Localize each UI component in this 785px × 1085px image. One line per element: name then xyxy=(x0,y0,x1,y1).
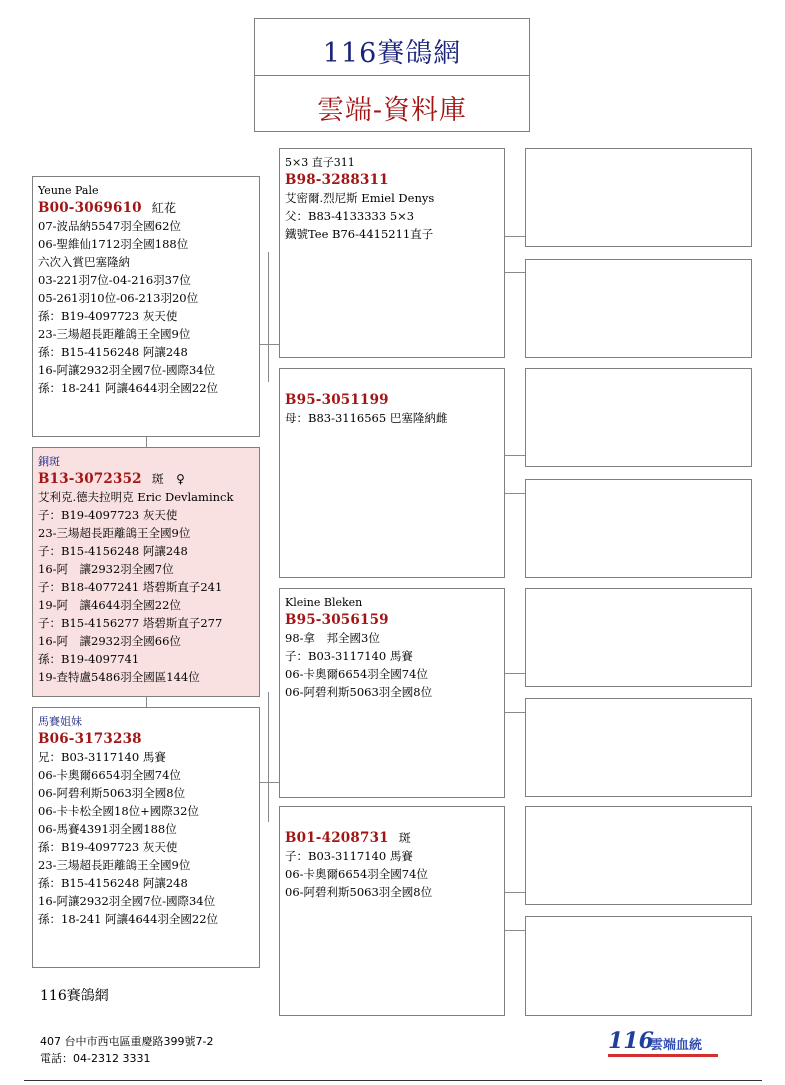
dam-ring xyxy=(38,730,255,748)
sire-line: 孫：18-241 阿讓4644羽全國22位 xyxy=(38,381,219,395)
connector-ds-a xyxy=(504,673,525,674)
header-title-box xyxy=(254,18,530,75)
maternal-granddam-ring-number: B01-4208731 xyxy=(285,830,389,846)
sire-line: 03-221羽7位-04-216羽37位 xyxy=(38,273,191,287)
paternal-granddam-ring-number: B95-3051199 xyxy=(285,392,389,408)
paternal-granddam-ring xyxy=(285,391,500,409)
subject-line: 孫：B19-4097741 xyxy=(38,652,140,666)
great-grandparent-card xyxy=(525,479,752,578)
dam-line: 兄：B03-3117140 馬賽 xyxy=(38,750,166,764)
brand-logo xyxy=(608,1028,723,1058)
maternal-granddam-tag: 斑 xyxy=(398,831,411,845)
sire-line: 05-261羽10位-06-213羽20位 xyxy=(38,291,199,305)
connector-dd-b xyxy=(504,930,525,931)
sire-line: 孫：B15-4156248 阿讓248 xyxy=(38,345,188,359)
connector-dd-a xyxy=(504,892,525,893)
paternal-grandsire-line: 父：B83-4133333 5×3 xyxy=(285,209,415,223)
connector-ds-b xyxy=(504,712,525,713)
maternal-granddam-ring xyxy=(285,829,500,847)
subject-ring xyxy=(38,470,255,488)
paternal-grandsire-ring-number: B98-3288311 xyxy=(285,172,389,188)
connector-ss-a xyxy=(504,236,525,237)
header-subtitle-box xyxy=(254,75,530,132)
logo-underline xyxy=(608,1054,718,1057)
dam-line: 孫：B19-4097723 灰天使 xyxy=(38,840,178,854)
footer-site-name: 116賽鴿網 xyxy=(40,988,109,1004)
dam-line: 06-卡卡松全國18位+國際32位 xyxy=(38,804,199,818)
subject-line: 子：B15-4156248 阿讓248 xyxy=(38,544,188,558)
paternal-granddam-card xyxy=(279,368,505,578)
paternal-grandsire-ring xyxy=(285,171,500,189)
sire-tag: 紅花 xyxy=(151,201,177,215)
sire-line: 六次入賞巴塞隆納 xyxy=(38,255,130,269)
subject-line: 23-三場超長距離鴿王全國9位 xyxy=(38,526,191,540)
paternal-grandsire-line: 艾密爾.烈尼斯 Emiel Denys xyxy=(285,191,435,205)
subject-tag: 斑 ♀ xyxy=(151,472,186,486)
connector-self-dam xyxy=(146,697,147,707)
maternal-granddam-line: 06-卡奧爾6654羽全國74位 xyxy=(285,867,428,881)
connector-sd-b xyxy=(504,493,525,494)
great-grandparent-card xyxy=(525,588,752,687)
dam-line: 06-馬賽4391羽全國188位 xyxy=(38,822,177,836)
maternal-grandsire-name: Kleine Bleken xyxy=(285,596,363,609)
sire-ring xyxy=(38,199,255,217)
great-grandparent-card xyxy=(525,259,752,358)
footer-phone: 電話：04-2312 3331 xyxy=(40,1052,151,1065)
connector-sire-self xyxy=(146,437,147,447)
maternal-granddam-line: 子：B03-3117140 馬賽 xyxy=(285,849,413,863)
subject-card xyxy=(32,447,260,697)
dam-line: 16-阿讓2932羽全國7位-國際34位 xyxy=(38,894,216,908)
maternal-grandsire-card xyxy=(279,588,505,798)
paternal-granddam-line: 母：B83-3116565 巴塞隆納雌 xyxy=(285,411,448,425)
maternal-grandsire-line: 98-拿 邦全國3位 xyxy=(285,631,380,645)
great-grandparent-card xyxy=(525,368,752,467)
sire-line: 07-波品納5547羽全國62位 xyxy=(38,219,181,233)
maternal-grandsire-line: 子：B03-3117140 馬賽 xyxy=(285,649,413,663)
sire-line: 16-阿讓2932羽全國7位-國際34位 xyxy=(38,363,216,377)
great-grandparent-card xyxy=(525,916,752,1016)
paternal-grandsire-name: 5×3 直子311 xyxy=(285,156,355,169)
footer-address: 407 台中市西屯區重慶路399號7-2 xyxy=(40,1035,214,1048)
bottom-divider xyxy=(24,1080,762,1081)
subject-line: 子：B18-4077241 塔碧斯直子241 xyxy=(38,580,223,594)
maternal-grandsire-ring xyxy=(285,611,500,629)
subject-line: 艾利克.德夫拉明克 Eric Devlaminck xyxy=(38,490,234,504)
sire-line: 23-三場超長距離鴿王全國9位 xyxy=(38,327,191,341)
dam-line: 23-三場超長距離鴿王全國9位 xyxy=(38,858,191,872)
subject-line: 16-阿 讓2932羽全國7位 xyxy=(38,562,174,576)
subject-line: 子：B15-4156277 塔碧斯直子277 xyxy=(38,616,223,630)
paternal-grandsire-card xyxy=(279,148,505,358)
great-grandparent-card xyxy=(525,698,752,797)
maternal-grandsire-line: 06-阿碧利斯5063羽全國8位 xyxy=(285,685,433,699)
maternal-granddam-card xyxy=(279,806,505,1016)
great-grandparent-card xyxy=(525,148,752,247)
logo-number: 116 xyxy=(608,1028,654,1054)
sire-card xyxy=(32,176,260,437)
subject-line: 16-阿 讓2932羽全國66位 xyxy=(38,634,181,648)
connector-dam-right xyxy=(259,782,279,783)
subject-ring-number: B13-3072352 xyxy=(38,471,142,487)
dam-line: 孫：B15-4156248 阿讓248 xyxy=(38,876,188,890)
connector-dam-vertical xyxy=(268,692,269,822)
connector-sd-a xyxy=(504,455,525,456)
maternal-grandsire-ring-number: B95-3056159 xyxy=(285,612,389,628)
dam-name: 馬賽姐妹 xyxy=(38,715,82,728)
logo-text: 雲端血統 xyxy=(650,1038,703,1053)
subject-line: 子：B19-4097723 灰天使 xyxy=(38,508,178,522)
connector-sire-vertical xyxy=(268,252,269,382)
header-subtitle: 雲端-資料庫 xyxy=(316,95,468,126)
dam-line: 06-卡奧爾6654羽全國74位 xyxy=(38,768,181,782)
connector-ss-b xyxy=(504,272,525,273)
sire-name: Yeune Pale xyxy=(38,184,99,197)
subject-line: 19-阿 讓4644羽全國22位 xyxy=(38,598,181,612)
paternal-grandsire-line: 鐵號Tee B76-4415211直子 xyxy=(285,227,434,241)
connector-sire-right xyxy=(259,344,279,345)
dam-ring-number: B06-3173238 xyxy=(38,731,142,747)
subject-line: 19-查特盧5486羽全國區144位 xyxy=(38,670,200,684)
sire-line: 06-聖維仙1712羽全國188位 xyxy=(38,237,189,251)
great-grandparent-card xyxy=(525,806,752,905)
maternal-granddam-line: 06-阿碧利斯5063羽全國8位 xyxy=(285,885,433,899)
dam-line: 孫：18-241 阿讓4644羽全國22位 xyxy=(38,912,219,926)
sire-ring-number: B00-3069610 xyxy=(38,200,142,216)
header-title: 116賽鴿網 xyxy=(322,38,462,69)
maternal-grandsire-line: 06-卡奧爾6654羽全國74位 xyxy=(285,667,428,681)
sire-line: 孫：B19-4097723 灰天使 xyxy=(38,309,178,323)
dam-line: 06-阿碧利斯5063羽全國8位 xyxy=(38,786,186,800)
dam-card xyxy=(32,707,260,968)
subject-name: 銅斑 xyxy=(38,455,60,468)
